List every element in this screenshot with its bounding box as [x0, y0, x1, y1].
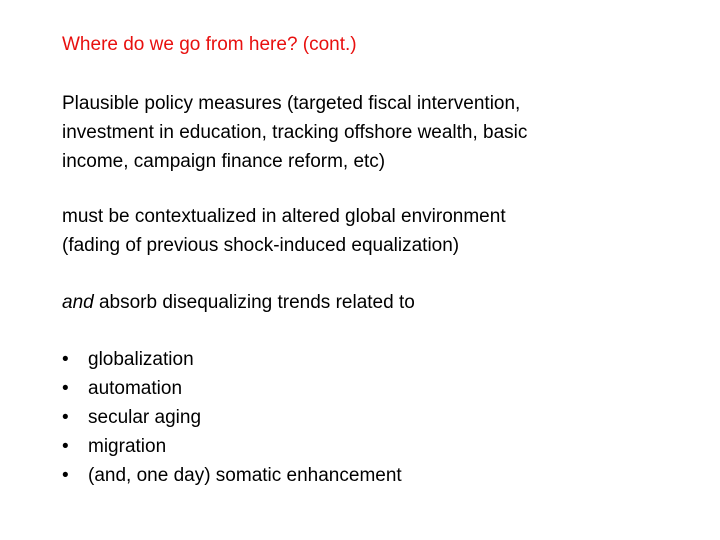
bullet-item	[62, 461, 402, 490]
bullet-text: globalization	[88, 349, 194, 370]
context-paragraph	[62, 202, 682, 260]
trends-bullet-list	[62, 345, 402, 490]
bullet-dot-icon: •	[62, 349, 69, 370]
paragraph-line: investment in education, tracking offshore wealth, basic	[62, 122, 528, 143]
paragraph-line: (fading of previous shock-induced equalization)	[62, 235, 460, 256]
bullet-dot-icon: •	[62, 436, 69, 457]
bullet-dot-icon: •	[62, 407, 69, 428]
bullet-dot-icon: •	[62, 465, 69, 486]
bullet-item	[62, 403, 402, 432]
emphasis-text: and	[62, 292, 94, 313]
bullet-item	[62, 345, 402, 374]
bullet-dot-icon: •	[62, 378, 69, 399]
paragraph-line	[62, 288, 682, 317]
bullet-text: automation	[88, 378, 183, 399]
bullet-item	[62, 374, 402, 403]
trends-intro-text: absorb disequalizing trends related to	[93, 292, 415, 313]
bullet-text: (and, one day) somatic enhancement	[88, 465, 402, 486]
bullet-text: migration	[88, 436, 167, 457]
paragraph-line: Plausible policy measures (targeted fiscal intervention,	[62, 93, 521, 114]
paragraph-line: must be contextualized in altered global environment	[62, 206, 506, 227]
bullet-item	[62, 432, 402, 461]
bullet-text: secular aging	[88, 407, 202, 428]
policy-measures-paragraph	[62, 89, 682, 176]
slide-title: Where do we go from here? (cont.)	[62, 34, 357, 55]
trends-intro-paragraph	[62, 288, 682, 317]
paragraph-line: income, campaign finance reform, etc)	[62, 151, 386, 172]
